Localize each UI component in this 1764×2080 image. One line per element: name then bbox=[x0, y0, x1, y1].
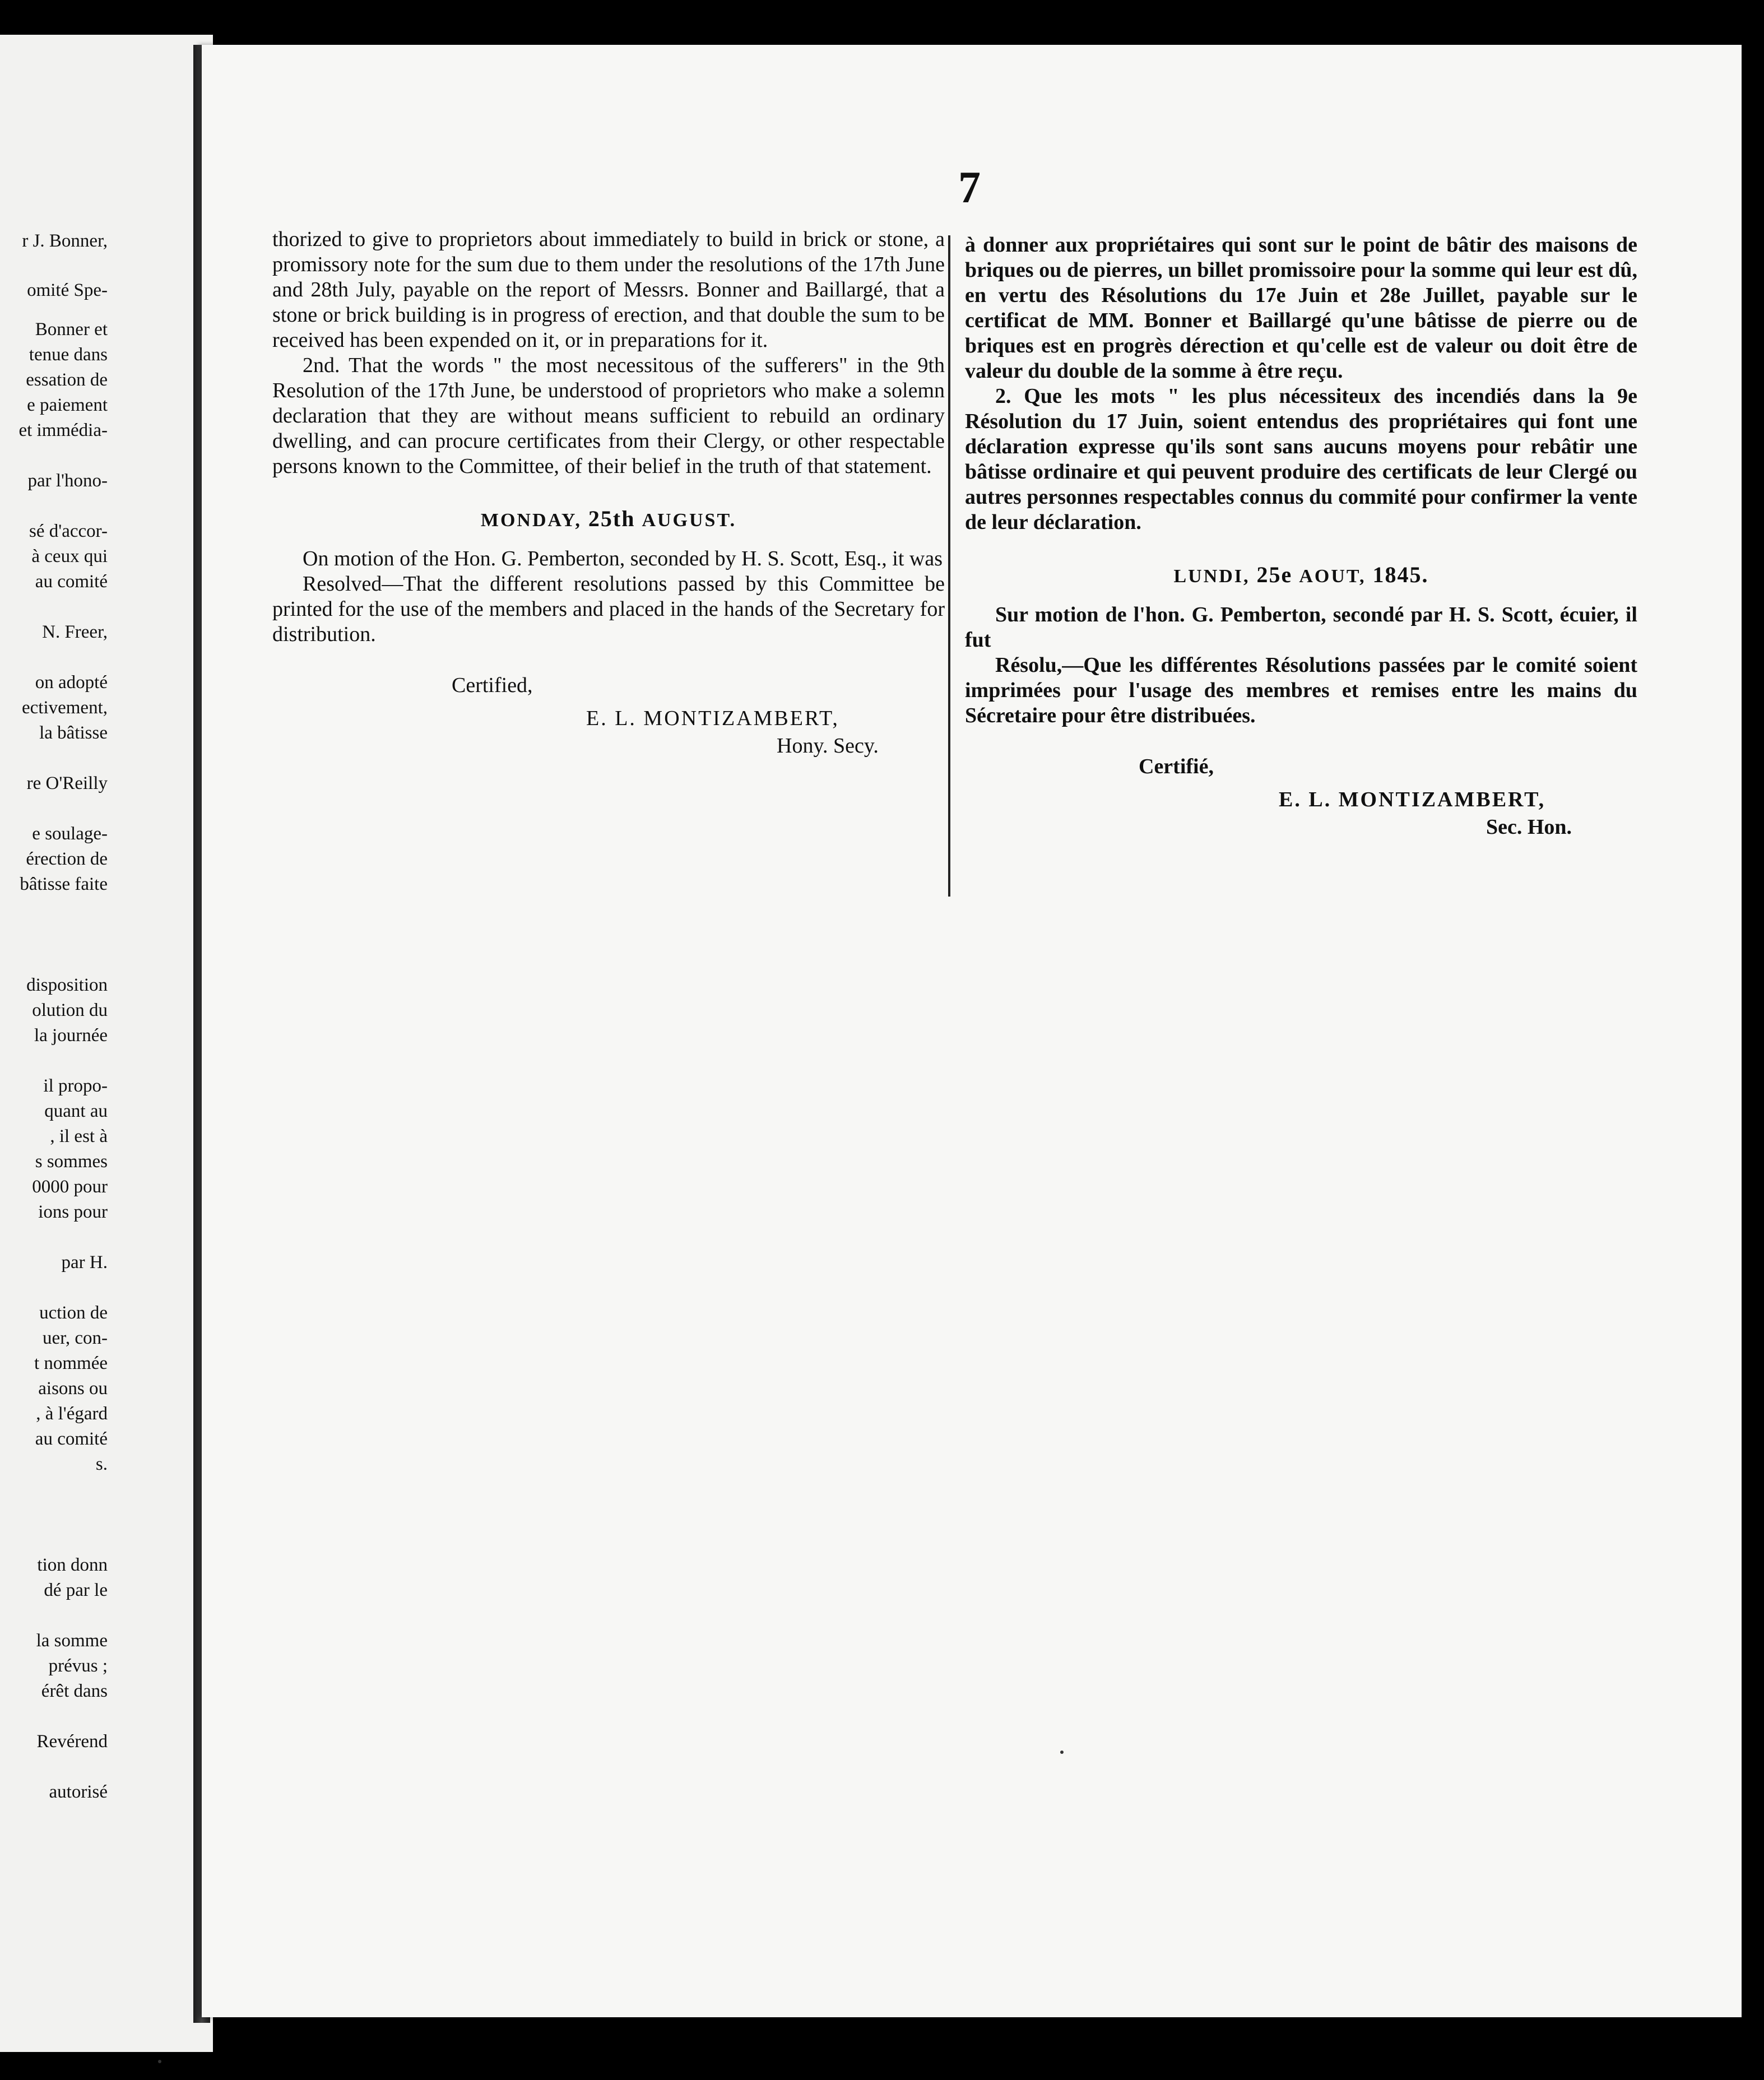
previous-page-line: autorisé bbox=[49, 1782, 108, 1802]
previous-page-line: N. Freer, bbox=[42, 622, 108, 642]
previous-page-line: t nommée bbox=[34, 1353, 108, 1373]
previous-page-line: on adopté bbox=[35, 672, 108, 693]
previous-page-line: érêt dans bbox=[41, 1681, 108, 1701]
english-heading-month: AUGUST. bbox=[642, 510, 737, 531]
previous-page-fragment bbox=[0, 35, 213, 2052]
french-signatory-title: Sec. Hon. bbox=[1486, 815, 1572, 839]
previous-page-line: il propo- bbox=[43, 1076, 108, 1096]
previous-page-line: , à l'égard bbox=[36, 1404, 108, 1424]
english-certified: Certified, bbox=[452, 674, 533, 697]
previous-page-line: e paiement bbox=[27, 395, 108, 415]
previous-page-line: , il est à bbox=[50, 1126, 108, 1146]
french-signatory: E. L. MONTIZAMBERT, bbox=[1279, 788, 1546, 811]
previous-page-line: omité Spe- bbox=[27, 280, 108, 300]
previous-page-line: Revérend bbox=[36, 1731, 108, 1752]
previous-page-line: ions pour bbox=[38, 1202, 108, 1222]
english-paragraph-2: 2nd. That the words " the most necessitous of the sufferers" in the 9th Resolution of the 17th June, be understood of proprietors who make a solemn declaration that they are without means sufficient to rebuild an ordinary dwelling, and can procure certificates from their Clergy, or other respectable persons known to the Committee, of their belief in the truth of that statement. bbox=[272, 354, 945, 478]
french-paragraph-4: Résolu,—Que les différentes Résolutions passées par le comité soient imprimées pour l'usage des membres et remises entre les mains du Sécretaire pour être distribuées. bbox=[965, 653, 1637, 727]
previous-page-line: e soulage- bbox=[32, 824, 108, 844]
previous-page-line: dé par le bbox=[44, 1580, 108, 1600]
french-heading-date: 25e bbox=[1256, 562, 1293, 587]
ink-speck bbox=[1060, 1751, 1064, 1754]
previous-page-line: 0000 pour bbox=[32, 1177, 108, 1197]
french-paragraph-3: Sur motion de l'hon. G. Pemberton, secondé par H. S. Scott, écuier, il fut bbox=[965, 603, 1637, 652]
ink-speck bbox=[158, 2060, 161, 2063]
english-heading-day: MONDAY, bbox=[480, 510, 582, 531]
english-date-heading bbox=[272, 506, 945, 533]
previous-page-line: r J. Bonner, bbox=[22, 231, 108, 251]
previous-page-line: s. bbox=[95, 1454, 108, 1474]
previous-page-line: sé d'accor- bbox=[29, 521, 108, 541]
french-column bbox=[965, 233, 1637, 840]
english-paragraph-3: On motion of the Hon. G. Pemberton, seconded by H. S. Scott, Esq., it was bbox=[303, 547, 943, 570]
previous-page-line: la bâtisse bbox=[39, 723, 108, 743]
previous-page-line: tenue dans bbox=[29, 345, 108, 365]
previous-page-line: uer, con- bbox=[43, 1328, 108, 1348]
previous-page-line: la journée bbox=[34, 1025, 108, 1046]
previous-page-line: re O'Reilly bbox=[26, 773, 108, 793]
english-signatory-title: Hony. Secy. bbox=[777, 734, 879, 758]
previous-page-line: au comité bbox=[35, 1429, 108, 1449]
previous-page-line: aisons ou bbox=[38, 1378, 108, 1399]
previous-page-line: à ceux qui bbox=[31, 546, 108, 567]
previous-page-line: olution du bbox=[32, 1000, 108, 1020]
previous-page-line: Bonner et bbox=[35, 319, 108, 340]
previous-page-line: par l'hono- bbox=[27, 471, 108, 491]
previous-page-line: bâtisse faite bbox=[20, 874, 108, 894]
english-signatory: E. L. MONTIZAMBERT, bbox=[586, 707, 839, 730]
previous-page-line: tion donn bbox=[37, 1555, 108, 1575]
previous-page-line: la somme bbox=[36, 1631, 108, 1651]
french-certified: Certifié, bbox=[1139, 755, 1214, 778]
column-divider bbox=[948, 235, 950, 897]
english-column bbox=[272, 227, 945, 759]
french-paragraph-1: à donner aux propriétaires qui sont sur le point de bâtir des maisons de briques ou de pierres, un billet promissoire pour la somme qui leur est dû, en vertu des Résolutions du 17e Juin et 28e Juillet, payable sur le certificat de MM. Bonner et Baillargé qu'une bâtisse de pierre ou de briques est en progrès dérection et qu'celle est de valeur ou doit être de valeur du double de la somme à être reçu. bbox=[965, 233, 1637, 383]
previous-page-line: érection de bbox=[26, 849, 108, 869]
previous-page-line: ectivement, bbox=[21, 698, 108, 718]
french-heading-day: LUNDI, bbox=[1173, 566, 1250, 587]
page-number: 7 bbox=[958, 163, 981, 212]
previous-page-line: au comité bbox=[35, 572, 108, 592]
previous-page-line: et immédia- bbox=[18, 420, 108, 440]
french-date-heading bbox=[965, 562, 1637, 589]
previous-page-line: essation de bbox=[26, 370, 108, 390]
english-paragraph-1: thorized to give to proprietors about immediately to build in brick or stone, a promissory note for the sum due to them under the resolutions of the 17th June and 28th July, payable on the report of Messrs. Bonner and Baillargé, that a stone or brick building is in progress of erection, and that double the sum to be received has been expended on it, or in preparations for it. bbox=[272, 227, 945, 352]
previous-page-line: par H. bbox=[61, 1252, 108, 1273]
french-heading-year: 1845. bbox=[1372, 562, 1429, 587]
french-heading-month: AOUT, bbox=[1299, 566, 1366, 587]
french-paragraph-2: 2. Que les mots " les plus nécessiteux des incendiés dans la 9e Résolution du 17 Juin, soient entendus des propriétaires qui font une déclaration expresse qu'ils sont sans aucuns moyens pour rebâtir une bâtisse ordinaire et qui peuvent produire des certificats de leur Clergé ou autres personnes respectables connus du commité pour confirmer la vente de leur déclaration. bbox=[965, 384, 1637, 534]
previous-page-line: disposition bbox=[26, 975, 108, 995]
english-heading-date: 25th bbox=[588, 506, 635, 531]
previous-page-line: prévus ; bbox=[48, 1656, 108, 1676]
previous-page-line: uction de bbox=[39, 1303, 108, 1323]
english-paragraph-4: Resolved—That the different resolutions passed by this Committee be printed for the use of the members and placed in the hands of the Secretary for distribution. bbox=[272, 572, 945, 646]
previous-page-line: quant au bbox=[44, 1101, 108, 1121]
previous-page-line: s sommes bbox=[35, 1152, 108, 1172]
